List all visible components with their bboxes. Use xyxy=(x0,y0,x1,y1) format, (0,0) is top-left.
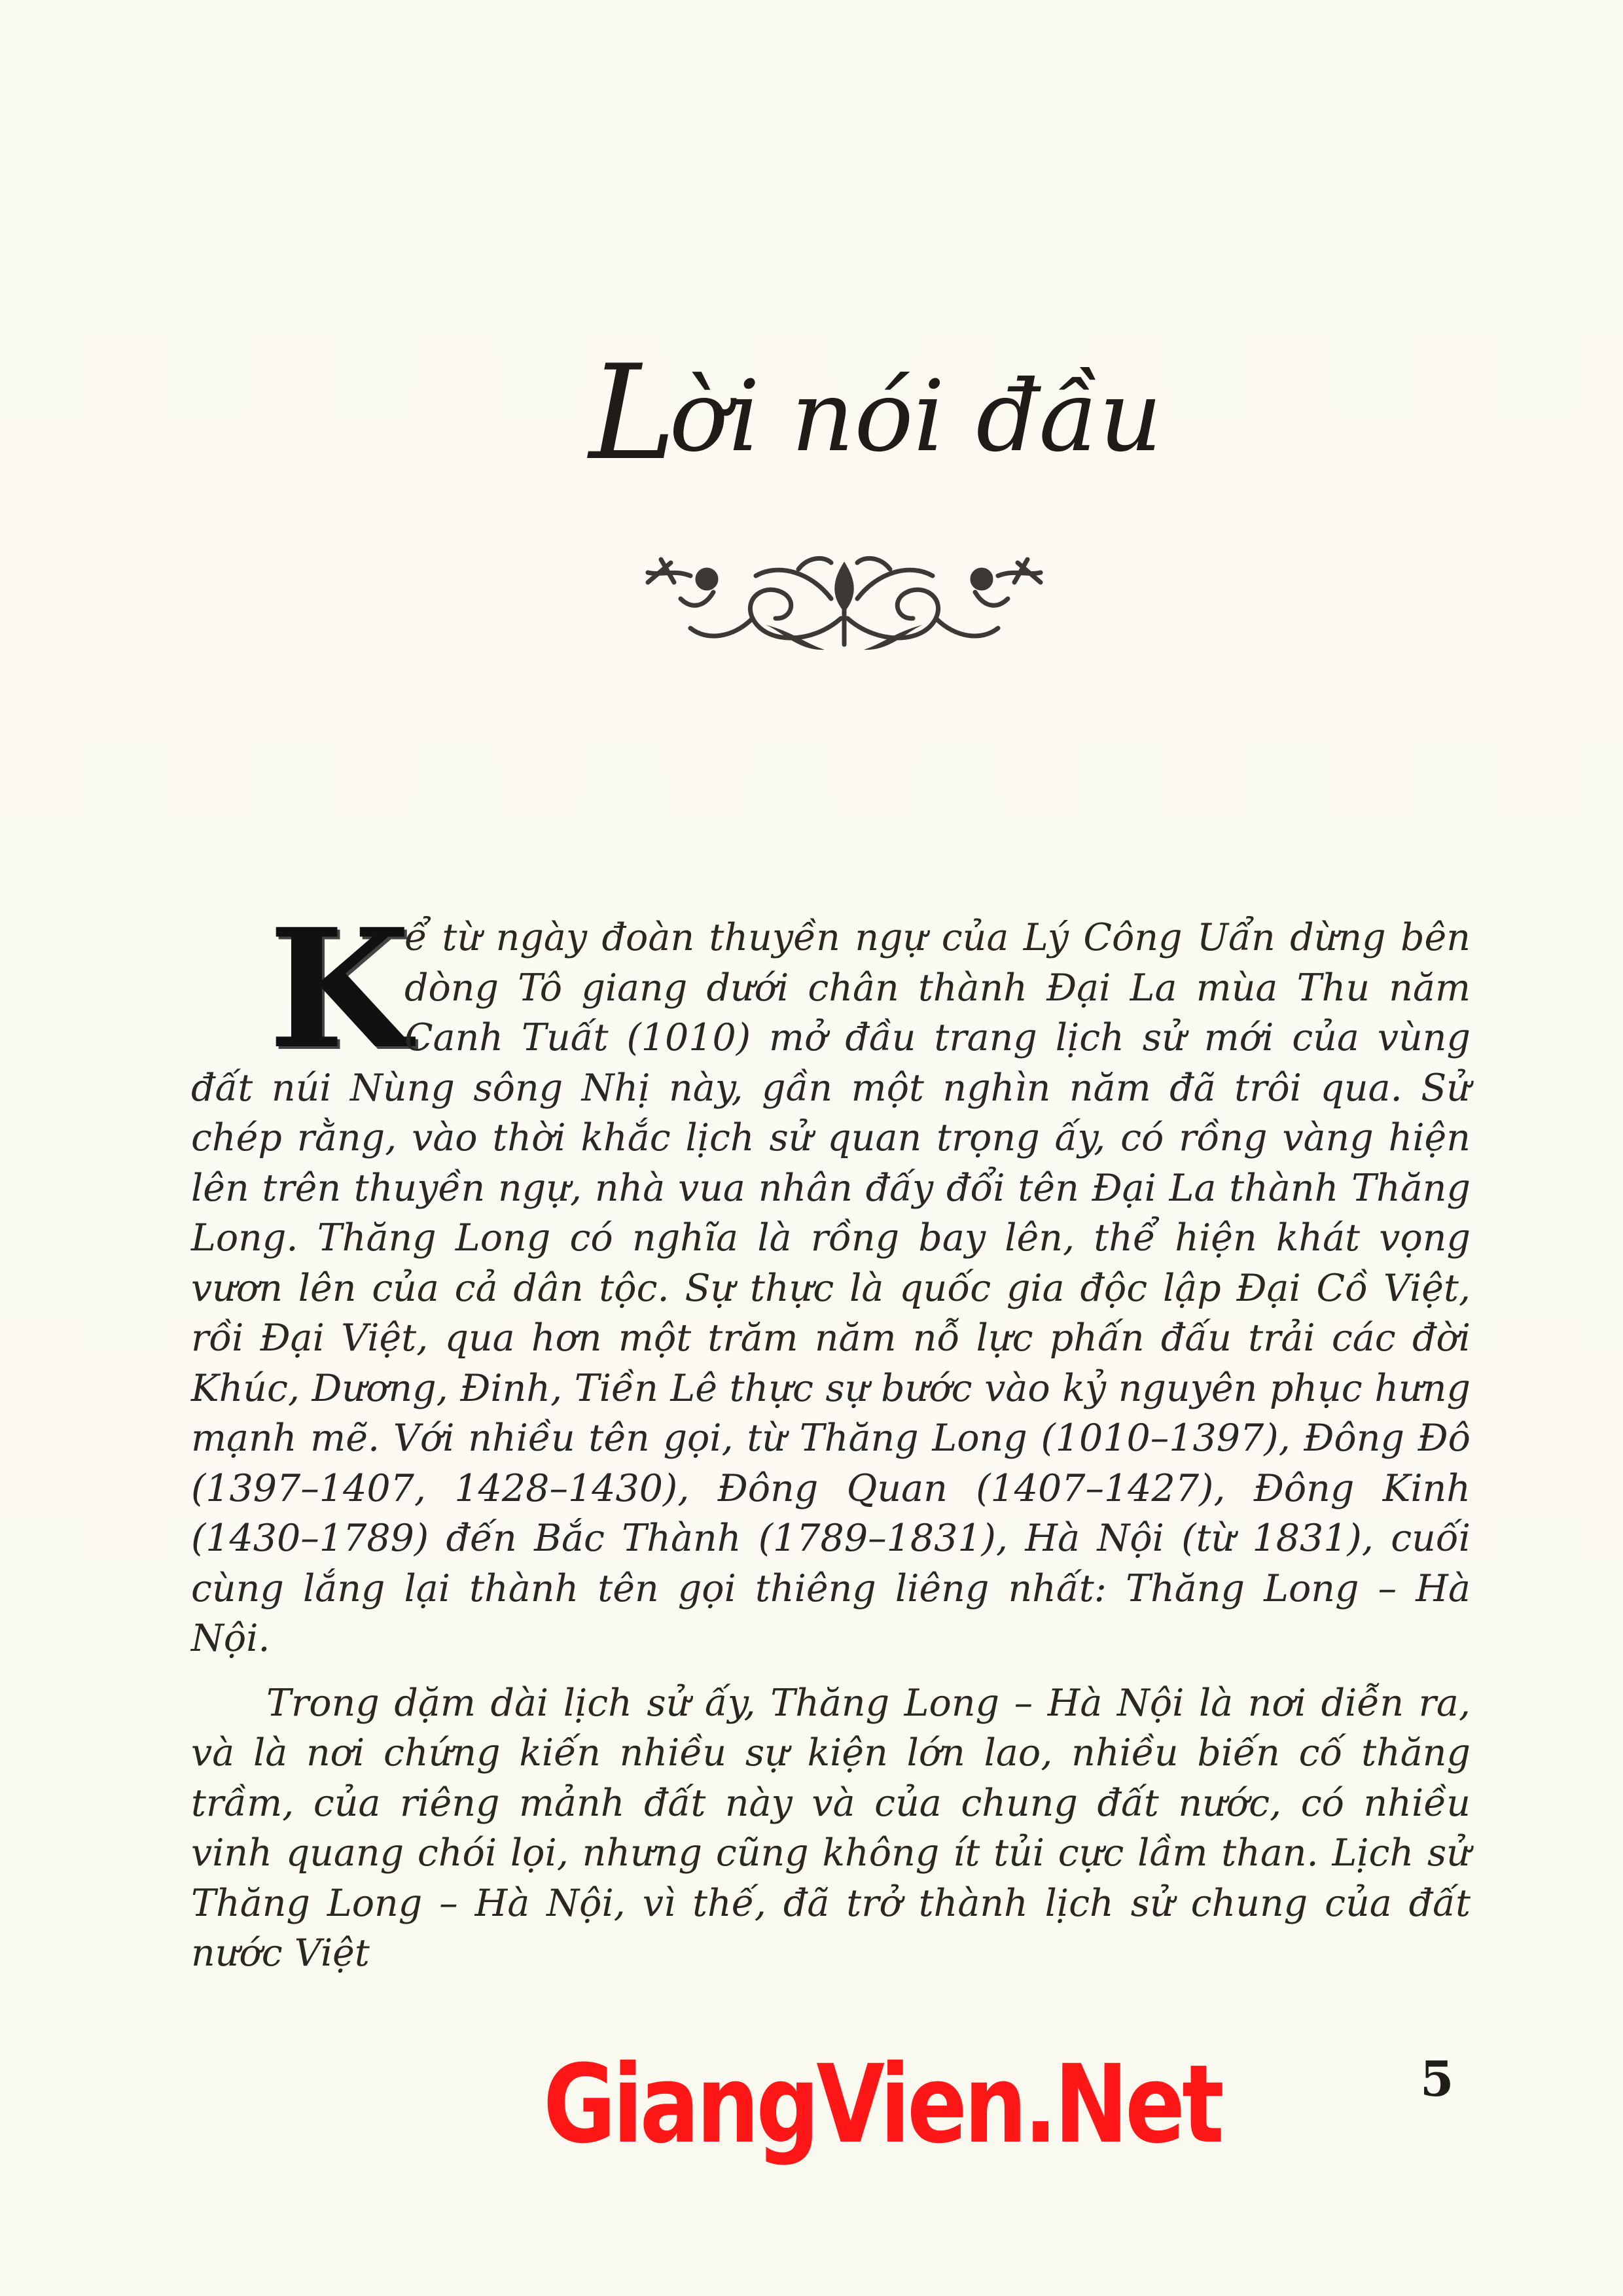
paragraph-2: Trong dặm dài lịch sử ấy, Thăng Long – Hà Nội là nơi diễn ra, và là nơi chứng kiến nhiều sự kiện lớn lao, nhiều biến cố thăng trầm, của riêng mảnh đất này và của chung đất nước, có nhiều vinh quang chói lọi, nhưng cũng không ít tủi cực lầm than. Lịch sử Thăng Long – Hà Nội, vì thế, đã trở thành lịch sử chung của đất nước Việt xyxy=(191,1681,1471,1975)
title-rest: ời nói đầu xyxy=(669,360,1162,474)
body-text xyxy=(191,892,1471,1979)
paragraph-1-text: ể từ ngày đoàn thuyền ngự của Lý Công Uẩn dừng bên dòng Tô giang dưới chân thành Đại La mùa Thu năm Canh Tuất (1010) mở đầu trang lịch sử mới của vùng đất núi Nùng sông Nhị này, gần một nghìn năm đã trôi qua. Sử chép rằng, vào thời khắc lịch sử quan trọng ấy, có rồng vàng hiện lên trên thuyền ngự, nhà vua nhân đấy đổi tên Đại La thành Thăng Long. Thăng Long có nghĩa là rồng bay lên, thể hiện khát vọng vươn lên của cả dân tộc. Sự thực là quốc gia độc lập Đại Cồ Việt, rồi Đại Việt, qua hơn một trăm năm nỗ lực phấn đấu trải các đời Khúc, Dương, Đinh, Tiền Lê thực sự bước vào kỷ nguyên phục hưng mạnh mẽ. Với nhiều tên gọi, từ Thăng Long (1010–1397), Đông Đô (1397–1407, 1428–1430), Đông Quan (1407–1427), Đông Kinh (1430–1789) đến Bắc Thành (1789–1831), Hà Nội (từ 1831), cuối cùng lắng lại thành tên gọi thiêng liêng nhất: Thăng Long – Hà Nội. xyxy=(191,916,1471,1660)
page-title xyxy=(589,337,1178,489)
paragraph-1 xyxy=(191,892,1471,1664)
page-number: 5 xyxy=(1420,2051,1454,2108)
floral-divider-icon xyxy=(635,546,1054,658)
drop-cap: K xyxy=(268,892,411,1085)
title-initial: L xyxy=(589,337,676,489)
site-watermark: GiangVien.Net xyxy=(543,2041,1221,2167)
